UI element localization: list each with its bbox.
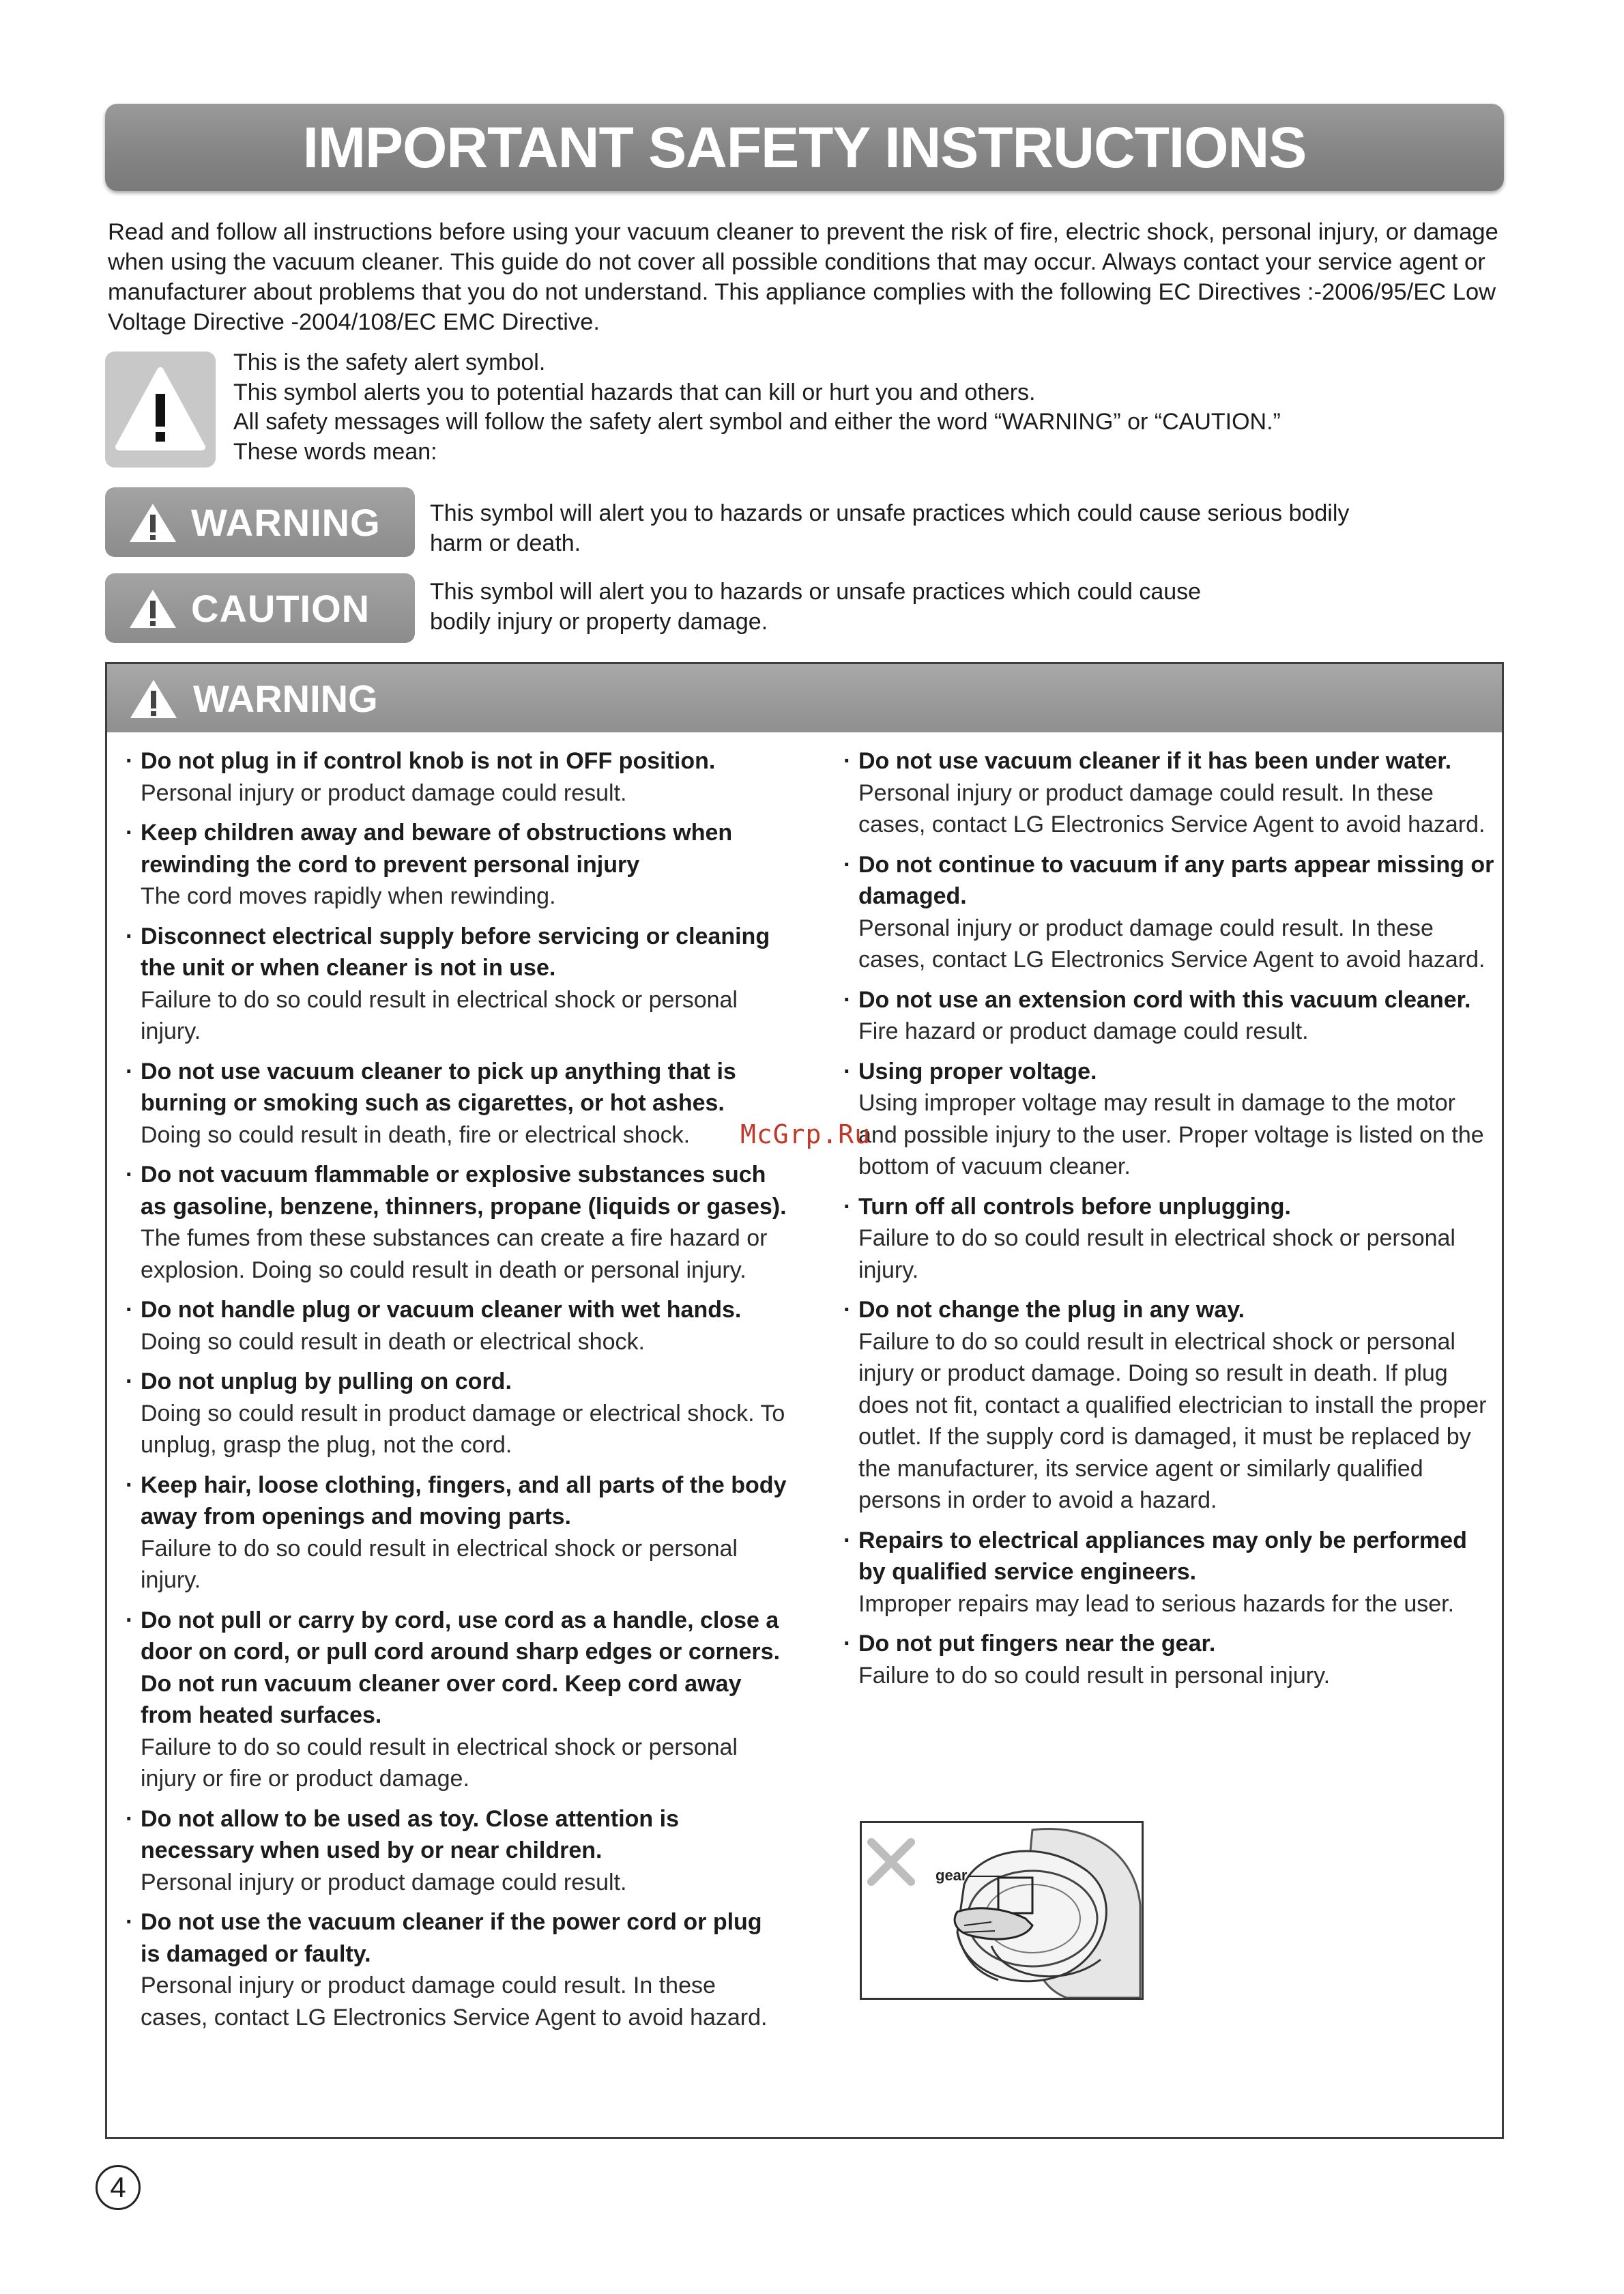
warning-item bbox=[843, 1191, 1498, 1287]
warning-item-description: Failure to do so could result in electrical shock or personal injury. bbox=[141, 1535, 738, 1593]
warning-item-title: · Do not use an extension cord with this vacuum cleaner. bbox=[858, 986, 1471, 1013]
warning-item-title: · Repairs to electrical appliances may only be performed by qualified service engineers. bbox=[858, 1527, 1467, 1585]
warning-list-right bbox=[843, 745, 1498, 1700]
warning-item bbox=[843, 1525, 1498, 1620]
warning-item-description: Failure to do so could result in electrical shock or personal injury or fire or product damage. bbox=[141, 1734, 738, 1792]
warning-item-description: Failure to do so could result in electrical shock or personal injury. bbox=[858, 1225, 1455, 1283]
warning-item-description: Personal injury or product damage could result. In these cases, contact LG Electronics Service Agent to avoid hazard. bbox=[858, 915, 1485, 973]
warning-item-description: Doing so could result in death or electrical shock. bbox=[141, 1328, 645, 1355]
warning-list-left bbox=[126, 745, 787, 2041]
warning-item-description: Doing so could result in death, fire or electrical shock. bbox=[141, 1121, 691, 1148]
alert-line: This is the safety alert symbol. bbox=[233, 349, 546, 375]
warning-item-title: · Keep hair, loose clothing, fingers, and all parts of the body away from openings and moving parts. bbox=[141, 1472, 787, 1530]
warning-item-title: · Disconnect electrical supply before servicing or cleaning the unit or when cleaner is not in use. bbox=[141, 923, 770, 981]
warning-item-title: · Do not pull or carry by cord, use cord as a handle, close a door on cord, or pull cord around sharp edges or corners. Do not run vacuum cleaner over cord. Keep cord away from heated surfaces. bbox=[141, 1607, 781, 1728]
warning-item bbox=[126, 1056, 787, 1151]
gear-label: gear bbox=[936, 1867, 968, 1884]
warning-item bbox=[843, 1056, 1498, 1183]
cross-icon bbox=[871, 1842, 911, 1882]
warning-description: This symbol will alert you to hazards or unsafe practices which could cause serious bodily harm or death. bbox=[430, 500, 1350, 556]
warning-item-title: · Keep children away and beware of obstructions when rewinding the cord to prevent personal injury bbox=[141, 820, 733, 878]
warning-item-title: · Turn off all controls before unplugging. bbox=[858, 1193, 1291, 1220]
warning-item-title: · Using proper voltage. bbox=[858, 1058, 1097, 1085]
warning-item bbox=[126, 1366, 787, 1461]
alert-line: All safety messages will follow the safety alert symbol and either the word “WARNING” or “CAUTION.” bbox=[233, 409, 1281, 435]
warning-item bbox=[843, 745, 1498, 841]
warning-item-title: · Do not unplug by pulling on cord. bbox=[141, 1368, 512, 1394]
alert-triangle-icon bbox=[105, 352, 216, 468]
warning-item-title: · Do not continue to vacuum if any parts appear missing or damaged. bbox=[858, 851, 1494, 909]
warning-item bbox=[126, 817, 787, 913]
warning-item-description: Doing so could result in product damage or electrical shock. To unplug, grasp the plug, not the cord. bbox=[141, 1400, 785, 1458]
warning-item-description: Failure to do so could result in electrical shock or personal injury. bbox=[141, 986, 738, 1044]
warning-item bbox=[126, 1159, 787, 1286]
warning-item bbox=[126, 1605, 787, 1795]
warning-item-description: Failure to do so could result in electrical shock or personal injury or product damage. Doing so result in death. If plug does not fit, contact a qualified electrician to install the proper outlet. If the supply cord is damaged, it must be replaced by the manufacturer, its service agent or similarly qualified persons in order to avoid a hazard. bbox=[858, 1328, 1487, 1513]
warning-item-description: Improper repairs may lead to serious hazards for the user. bbox=[858, 1590, 1455, 1617]
caution-signal-badge bbox=[105, 573, 415, 643]
warning-item-description: Personal injury or product damage could result. In these cases, contact LG Electronics Service Agent to avoid hazard. bbox=[141, 1973, 768, 2031]
page-title: IMPORTANT SAFETY INSTRUCTIONS bbox=[302, 115, 1307, 180]
warning-item bbox=[126, 1803, 787, 1899]
safety-alert-symbol bbox=[105, 352, 216, 468]
warning-item bbox=[126, 921, 787, 1048]
warning-item-title: · Do not use vacuum cleaner to pick up anything that is burning or smoking such as cigarettes, or hot ashes. bbox=[141, 1058, 736, 1116]
warning-item-description: The cord moves rapidly when rewinding. bbox=[141, 883, 556, 909]
warning-item-description: The fumes from these substances can create a fire hazard or explosion. Doing so could result in death or personal injury. bbox=[141, 1225, 768, 1283]
warning-item-title: · Do not allow to be used as toy. Close attention is necessary when used by or near children. bbox=[141, 1805, 680, 1863]
warning-item bbox=[843, 984, 1498, 1048]
warning-item bbox=[843, 1628, 1498, 1691]
warning-item bbox=[843, 1294, 1498, 1517]
watermark: McGrp.Ru bbox=[740, 1119, 871, 1149]
warning-item bbox=[843, 849, 1498, 976]
page-number bbox=[96, 2165, 141, 2210]
warning-item-description: Personal injury or product damage could result. bbox=[141, 779, 627, 806]
warning-item bbox=[126, 1906, 787, 2033]
caution-description: This symbol will alert you to hazards or unsafe practices which could cause bodily injury or property damage. bbox=[430, 579, 1202, 635]
warning-item-title: · Do not use the vacuum cleaner if the power cord or plug is damaged or faulty. bbox=[141, 1909, 762, 1967]
alert-explanation bbox=[233, 348, 1281, 467]
page-number-value: 4 bbox=[110, 2171, 126, 2203]
warning-item-description: Fire hazard or product damage could result. bbox=[858, 1018, 1309, 1044]
warning-item-description: Personal injury or product damage could result. In these cases, contact LG Electronics Service Agent to avoid hazard. bbox=[858, 779, 1485, 837]
warning-signal-badge bbox=[105, 487, 415, 557]
alert-line: These words mean: bbox=[233, 438, 437, 465]
warning-item bbox=[126, 1469, 787, 1596]
intro-paragraph: Read and follow all instructions before using your vacuum cleaner to prevent the risk of fire, electric shock, personal injury, or damage when using the vacuum cleaner. This guide do not cover all possible conditions that may occur. Always contact your service agent or manufacturer about problems that you do not understand. This appliance complies with the following EC Directives :-2006/95/EC Low Voltage Directive -2004/108/EC EMC Directive. bbox=[108, 219, 1498, 335]
warning-item bbox=[126, 1294, 787, 1358]
caution-label: CAUTION bbox=[191, 586, 371, 630]
alert-line: This symbol alerts you to potential hazards that can kill or hurt you and others. bbox=[233, 379, 1036, 405]
alert-triangle-icon bbox=[127, 500, 179, 545]
warning-section-label: WARNING bbox=[193, 676, 378, 720]
gear-warning-figure bbox=[860, 1821, 1144, 2000]
alert-triangle-icon bbox=[127, 586, 179, 631]
warning-item-description: Using improper voltage may result in damage to the motor and possible injury to the user. Proper voltage is listed on the bottom of vacuum cleaner. bbox=[858, 1090, 1484, 1179]
warning-item-title: · Do not handle plug or vacuum cleaner with wet hands. bbox=[141, 1297, 742, 1323]
warning-item-title: · Do not change the plug in any way. bbox=[858, 1297, 1245, 1323]
alert-triangle-icon bbox=[128, 676, 179, 721]
warning-section-header bbox=[107, 664, 1502, 732]
warning-item-title: · Do not put fingers near the gear. bbox=[858, 1631, 1216, 1657]
warning-item-description: Personal injury or product damage could result. bbox=[141, 1869, 627, 1895]
warning-item-title: · Do not plug in if control knob is not in OFF position. bbox=[141, 748, 716, 774]
warning-item-description: Failure to do so could result in personal injury. bbox=[858, 1662, 1331, 1689]
warning-label: WARNING bbox=[191, 500, 381, 544]
warning-item-title: · Do not vacuum flammable or explosive substances such as gasoline, benzene, thinners, propane (liquids or gases). bbox=[141, 1162, 787, 1220]
vacuum-gear-illustration bbox=[862, 1823, 1142, 1998]
warning-item bbox=[126, 745, 787, 809]
title-banner bbox=[105, 104, 1504, 191]
warning-item-title: · Do not use vacuum cleaner if it has been under water. bbox=[858, 748, 1452, 774]
